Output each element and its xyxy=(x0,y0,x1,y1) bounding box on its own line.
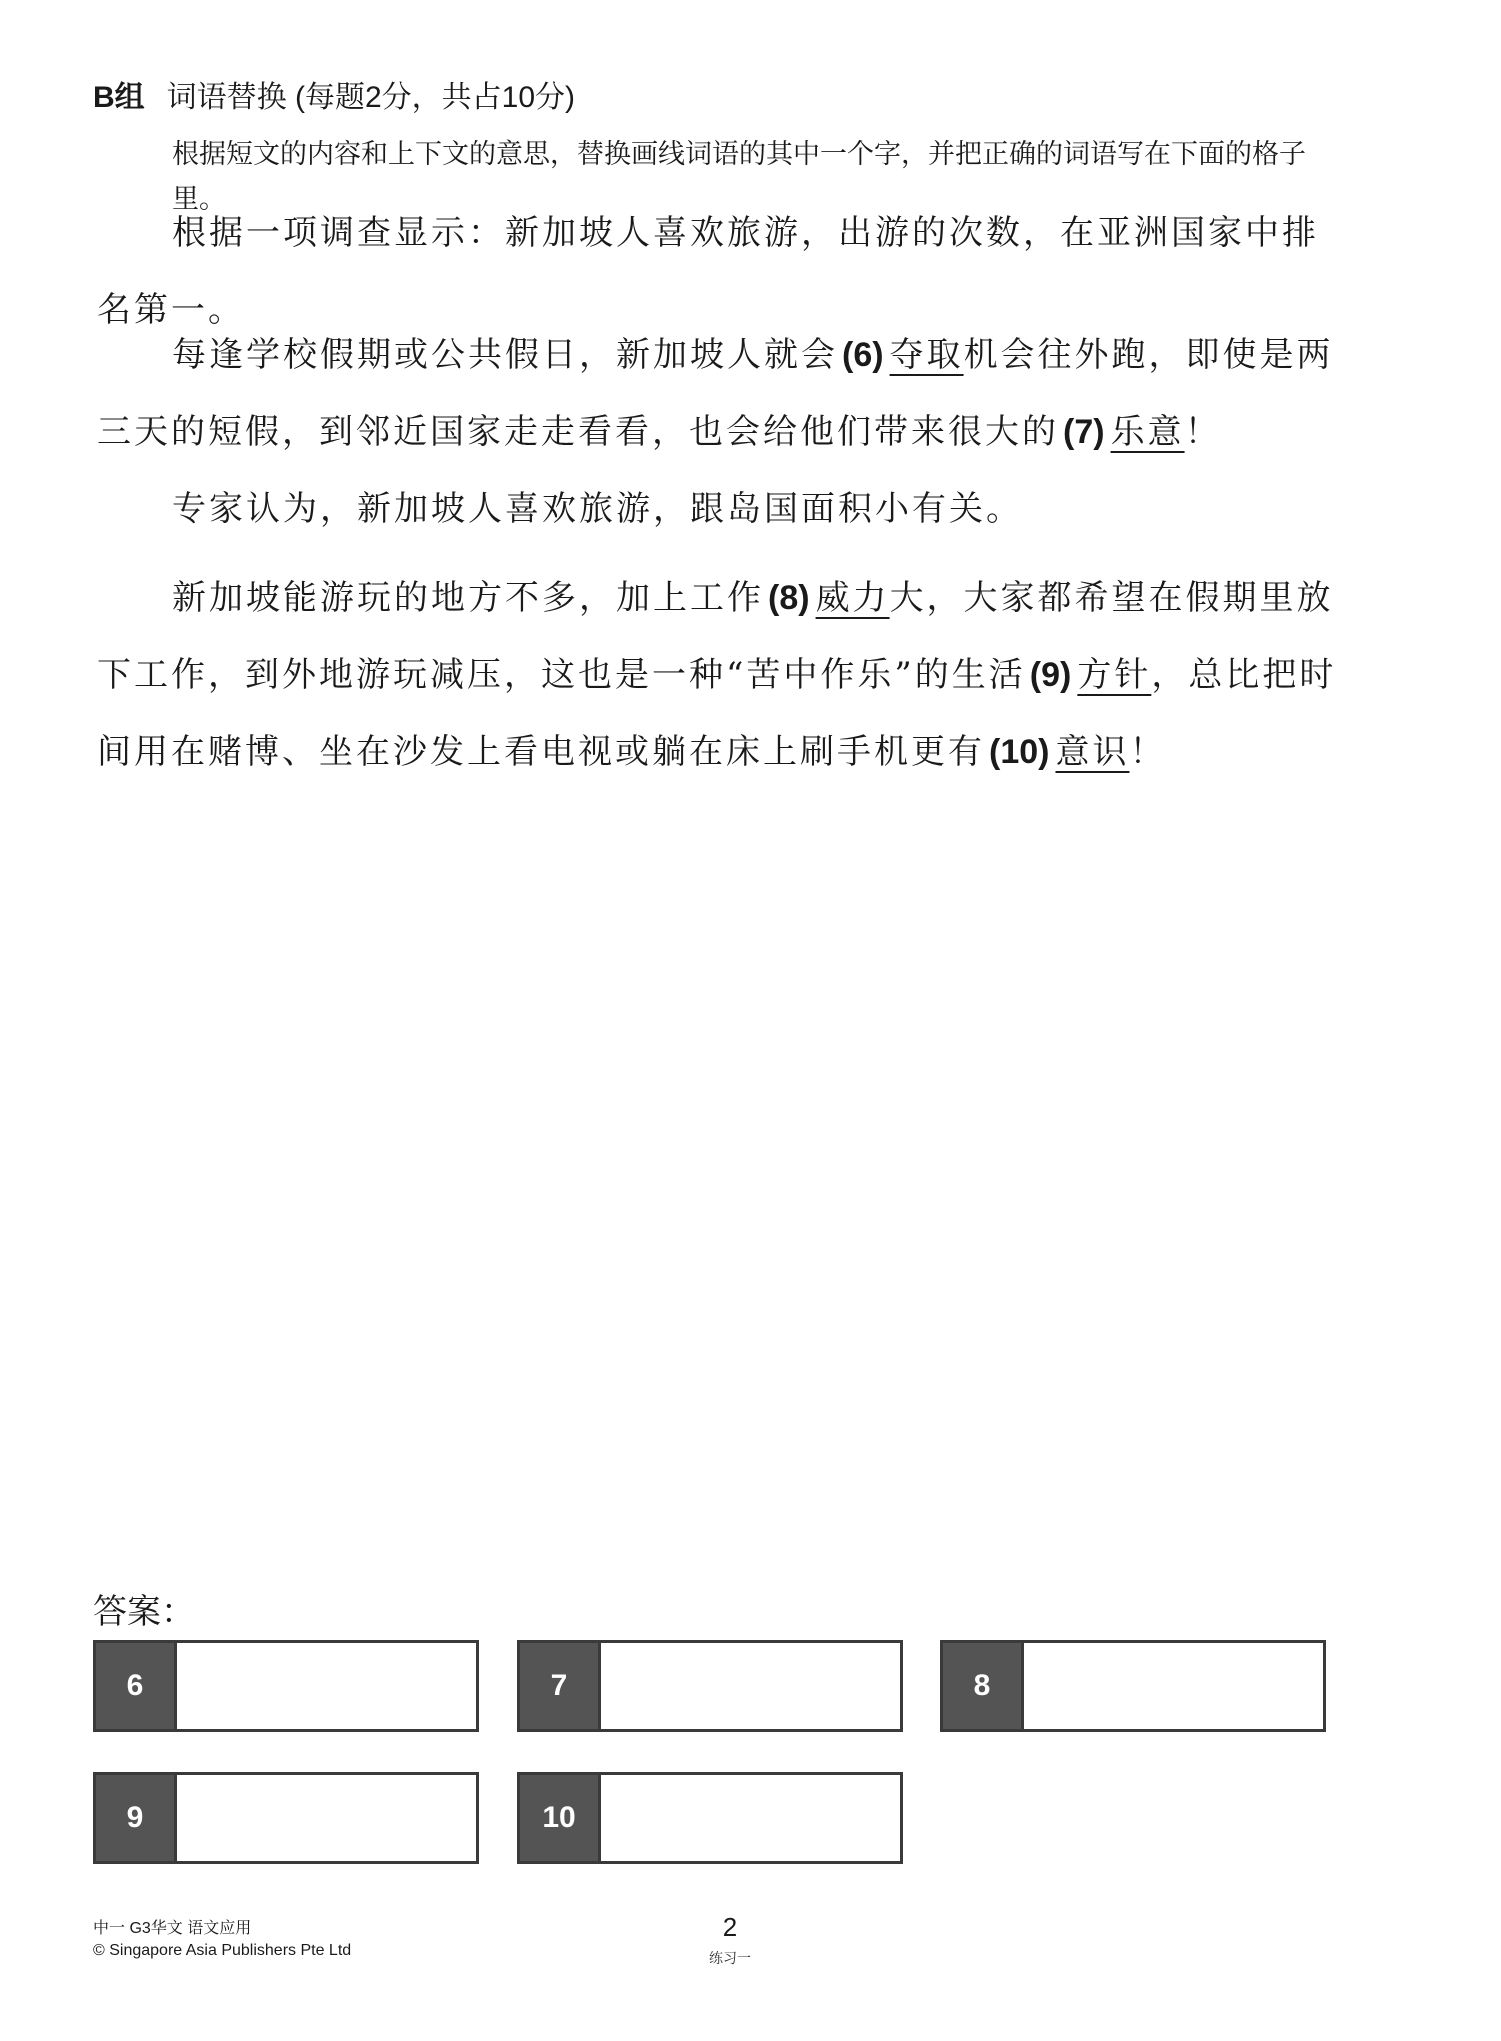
answer-number-9: 9 xyxy=(96,1775,177,1861)
exercise-label: 练习一 xyxy=(709,1951,751,1967)
question-number-9: (9) xyxy=(1029,656,1072,694)
paragraph-2-text-a: 每逢学校假期或公共假日，新加坡人就会 xyxy=(172,335,838,375)
underlined-word-6: 夺取 xyxy=(889,335,964,375)
question-number-6: (6) xyxy=(842,336,884,374)
answer-box-10 xyxy=(517,1772,903,1864)
question-number-10: (10) xyxy=(989,733,1050,771)
answer-number-6: 6 xyxy=(96,1643,177,1729)
paragraph-4-text-a: 新加坡能游玩的地方不多，加上工作 xyxy=(172,578,764,618)
section-title: 词语替换 (每题2分，共占10分) xyxy=(166,81,576,114)
paragraph-3-text: 专家认为，新加坡人喜欢旅游，跟岛国面积小有关。 xyxy=(172,489,1023,529)
paragraph-3 xyxy=(97,471,1337,548)
answer-field-6[interactable] xyxy=(177,1643,476,1729)
footer-copyright: © Singapore Asia Publishers Pte Ltd xyxy=(93,1942,352,1959)
footer-left xyxy=(93,1918,351,1962)
answer-number-8: 8 xyxy=(943,1643,1024,1729)
answer-box-6 xyxy=(93,1640,479,1732)
answer-field-8[interactable] xyxy=(1024,1643,1323,1729)
underlined-word-8: 威力 xyxy=(815,578,890,618)
answers-label: 答案： xyxy=(93,1592,195,1632)
footer-course: 中一 G3华文 语文应用 xyxy=(93,1920,252,1937)
paragraph-4-text-c: ，总比把时间用在赌博、坐在沙发上看电视或躺在床上刷手机更有 xyxy=(97,655,1337,772)
paragraph-4-text-d: ！ xyxy=(1129,732,1167,772)
underlined-word-9: 方针 xyxy=(1077,655,1152,695)
page-number: 2 xyxy=(722,1912,738,1942)
answer-number-10: 10 xyxy=(520,1775,601,1861)
answer-field-9[interactable] xyxy=(177,1775,476,1861)
underlined-word-10: 意识 xyxy=(1055,732,1130,772)
answer-field-7[interactable] xyxy=(601,1643,900,1729)
paragraph-2-text-c: ！ xyxy=(1184,412,1222,452)
answer-field-10[interactable] xyxy=(601,1775,900,1861)
paragraph-2-text-b: 机会往外跑，即使是两三天的短假，到邻近国家走走看看，也会给他们带来很大的 xyxy=(97,335,1334,452)
paragraph-2 xyxy=(97,317,1337,471)
answer-box-9 xyxy=(93,1772,479,1864)
paragraph-1-text: 根据一项调查显示：新加坡人喜欢旅游，出游的次数，在亚洲国家中排名第一。 xyxy=(97,213,1319,330)
question-number-8: (8) xyxy=(768,579,810,617)
instruction-text: 根据短文的内容和上下文的意思，替换画线词语的其中一个字，并把正确的词语写在下面的格子里。 xyxy=(172,139,1306,215)
question-number-7: (7) xyxy=(1063,413,1105,451)
paragraph-4 xyxy=(97,560,1337,791)
underlined-word-7: 乐意 xyxy=(1110,412,1185,452)
answer-box-8 xyxy=(940,1640,1326,1732)
section-label: B组 xyxy=(93,81,145,114)
answer-box-7 xyxy=(517,1640,903,1732)
section-header xyxy=(93,78,575,118)
answer-number-7: 7 xyxy=(520,1643,601,1729)
paragraph-4-text-b: 大，大家都希望在假期里放下工作，到外地游玩减压，这也是一种“苦中作乐”的生活 xyxy=(97,578,1334,695)
